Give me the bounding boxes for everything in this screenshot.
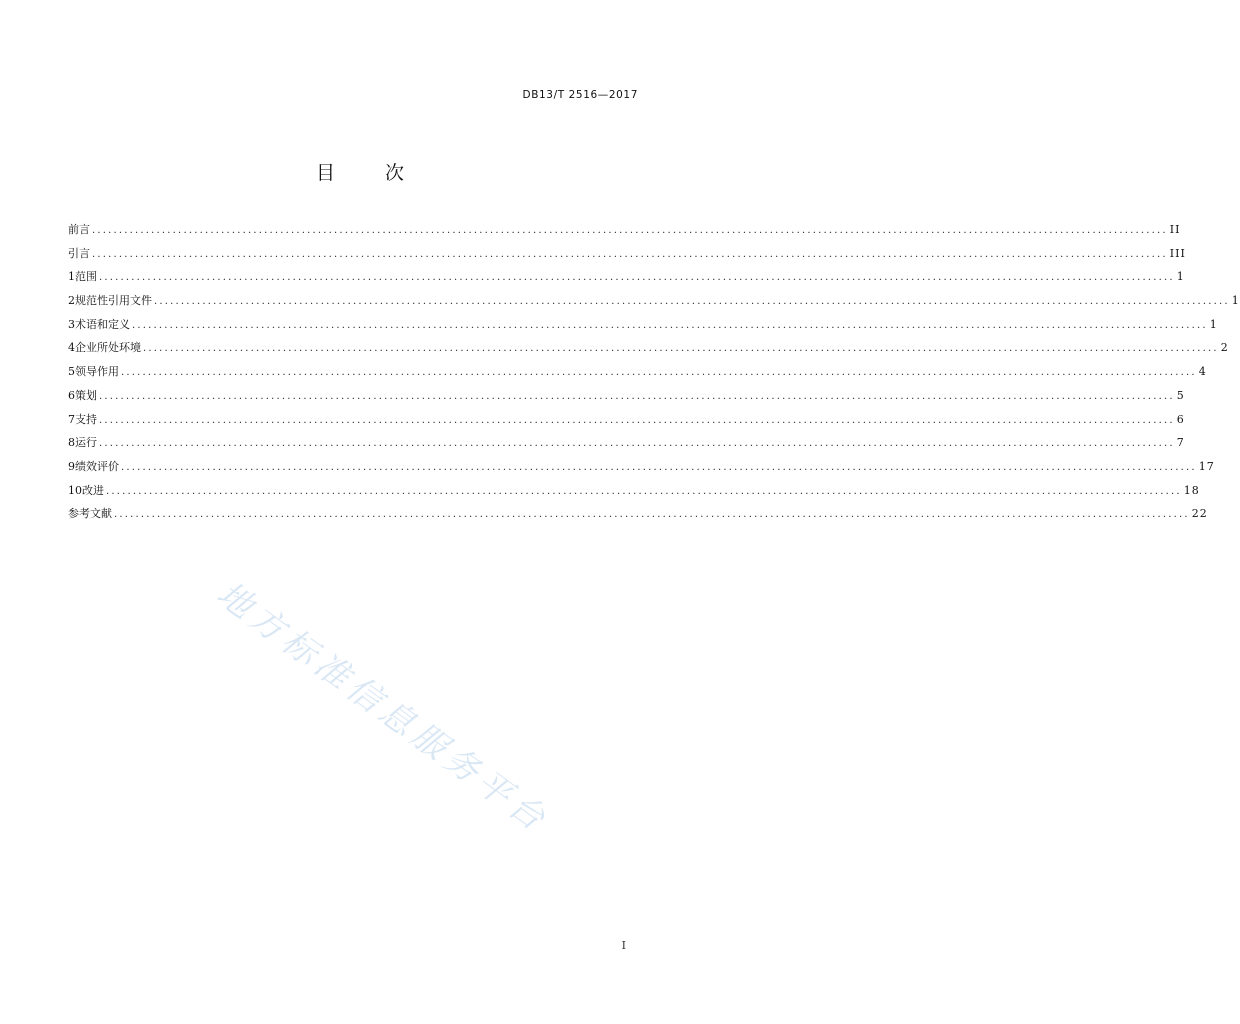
toc-entry[interactable]: [68, 455, 1215, 479]
toc-entry[interactable]: [68, 289, 1240, 313]
toc-leader-dots: ........................................................................................................................................................................................................: [106, 485, 1182, 497]
table-of-contents: [68, 218, 1240, 526]
toc-entry[interactable]: [68, 218, 1181, 242]
toc-entry-label: 改进: [82, 483, 104, 497]
standard-code: DB13/T 2516—2017: [522, 89, 638, 101]
toc-entry[interactable]: [68, 431, 1185, 455]
toc-entry[interactable]: [68, 242, 1186, 266]
page-number: I: [621, 939, 626, 952]
toc-entry-label: 范围: [75, 270, 97, 284]
toc-entry-label: 领导作用: [75, 365, 119, 379]
toc-entry-page: 18: [1183, 483, 1200, 497]
toc-entry-label: 前言: [68, 223, 90, 236]
toc-leader-dots: ........................................................................................................................................................................................................: [92, 248, 1168, 260]
toc-entry[interactable]: [68, 479, 1200, 503]
toc-entry-number: 7: [68, 412, 75, 426]
toc-entry-page: 2: [1220, 341, 1229, 355]
watermark: 地方标准信息服务平台: [209, 574, 557, 842]
toc-entry-page: 17: [1198, 459, 1215, 473]
toc-entry-number: 5: [68, 365, 75, 379]
toc-entry-page: 5: [1176, 388, 1185, 402]
toc-entry-label: 规范性引用文件: [75, 294, 152, 308]
toc-entry-page: 22: [1191, 507, 1208, 521]
toc-entry-label: 引言: [68, 246, 90, 260]
toc-entry-page: III: [1169, 246, 1186, 260]
toc-leader-dots: ........................................................................................................................................................................................................: [99, 390, 1175, 402]
toc-leader-dots: ........................................................................................................................................................................................................: [99, 438, 1175, 450]
toc-entry-label: 参考文献: [68, 507, 112, 521]
toc-entry[interactable]: [68, 502, 1208, 526]
toc-leader-dots: ........................................................................................................................................................................................................: [143, 343, 1219, 355]
toc-entry-page: 1: [1176, 270, 1185, 284]
toc-entry[interactable]: [68, 384, 1185, 408]
toc-entry-page: 7: [1176, 436, 1185, 450]
toc-entry-label: 术语和定义: [75, 317, 130, 331]
toc-entry-number: 8: [68, 436, 75, 450]
toc-entry[interactable]: [68, 360, 1207, 384]
toc-entry-label: 支持: [75, 412, 97, 426]
toc-entry-label: 企业所处环境: [75, 341, 141, 355]
toc-leader-dots: ........................................................................................................................................................................................................: [154, 296, 1230, 308]
toc-leader-dots: ........................................................................................................................................................................................................: [99, 272, 1175, 284]
toc-entry-number: 4: [68, 341, 75, 355]
toc-leader-dots: ........................................................................................................................................................................................................: [114, 509, 1190, 521]
toc-entry[interactable]: [68, 313, 1218, 337]
page-title: 目 次: [315, 162, 427, 184]
toc-leader-dots: ........................................................................................................................................................................................................: [99, 414, 1175, 426]
toc-entry[interactable]: [68, 336, 1229, 360]
toc-entry-number: 10: [68, 483, 82, 497]
toc-entry-number: 6: [68, 388, 75, 402]
toc-entry-label: 运行: [75, 436, 97, 450]
toc-leader-dots: ........................................................................................................................................................................................................: [92, 225, 1168, 236]
toc-entry[interactable]: [68, 265, 1185, 289]
toc-entry[interactable]: [68, 408, 1185, 432]
toc-entry-page: 1: [1209, 317, 1218, 331]
toc-leader-dots: ........................................................................................................................................................................................................: [121, 461, 1197, 473]
toc-entry-number: 2: [68, 294, 75, 308]
toc-entry-label: 绩效评价: [75, 459, 119, 473]
toc-entry-page: 1: [1231, 294, 1240, 308]
toc-entry-page: 6: [1176, 412, 1185, 426]
toc-entry-label: 策划: [75, 388, 97, 402]
toc-leader-dots: ........................................................................................................................................................................................................: [132, 319, 1208, 331]
toc-entry-number: 1: [68, 270, 75, 284]
toc-entry-number: 3: [68, 317, 75, 331]
toc-entry-page: 4: [1198, 365, 1207, 379]
toc-entry-page: II: [1169, 223, 1181, 236]
toc-leader-dots: ........................................................................................................................................................................................................: [121, 367, 1197, 379]
toc-entry-number: 9: [68, 459, 75, 473]
